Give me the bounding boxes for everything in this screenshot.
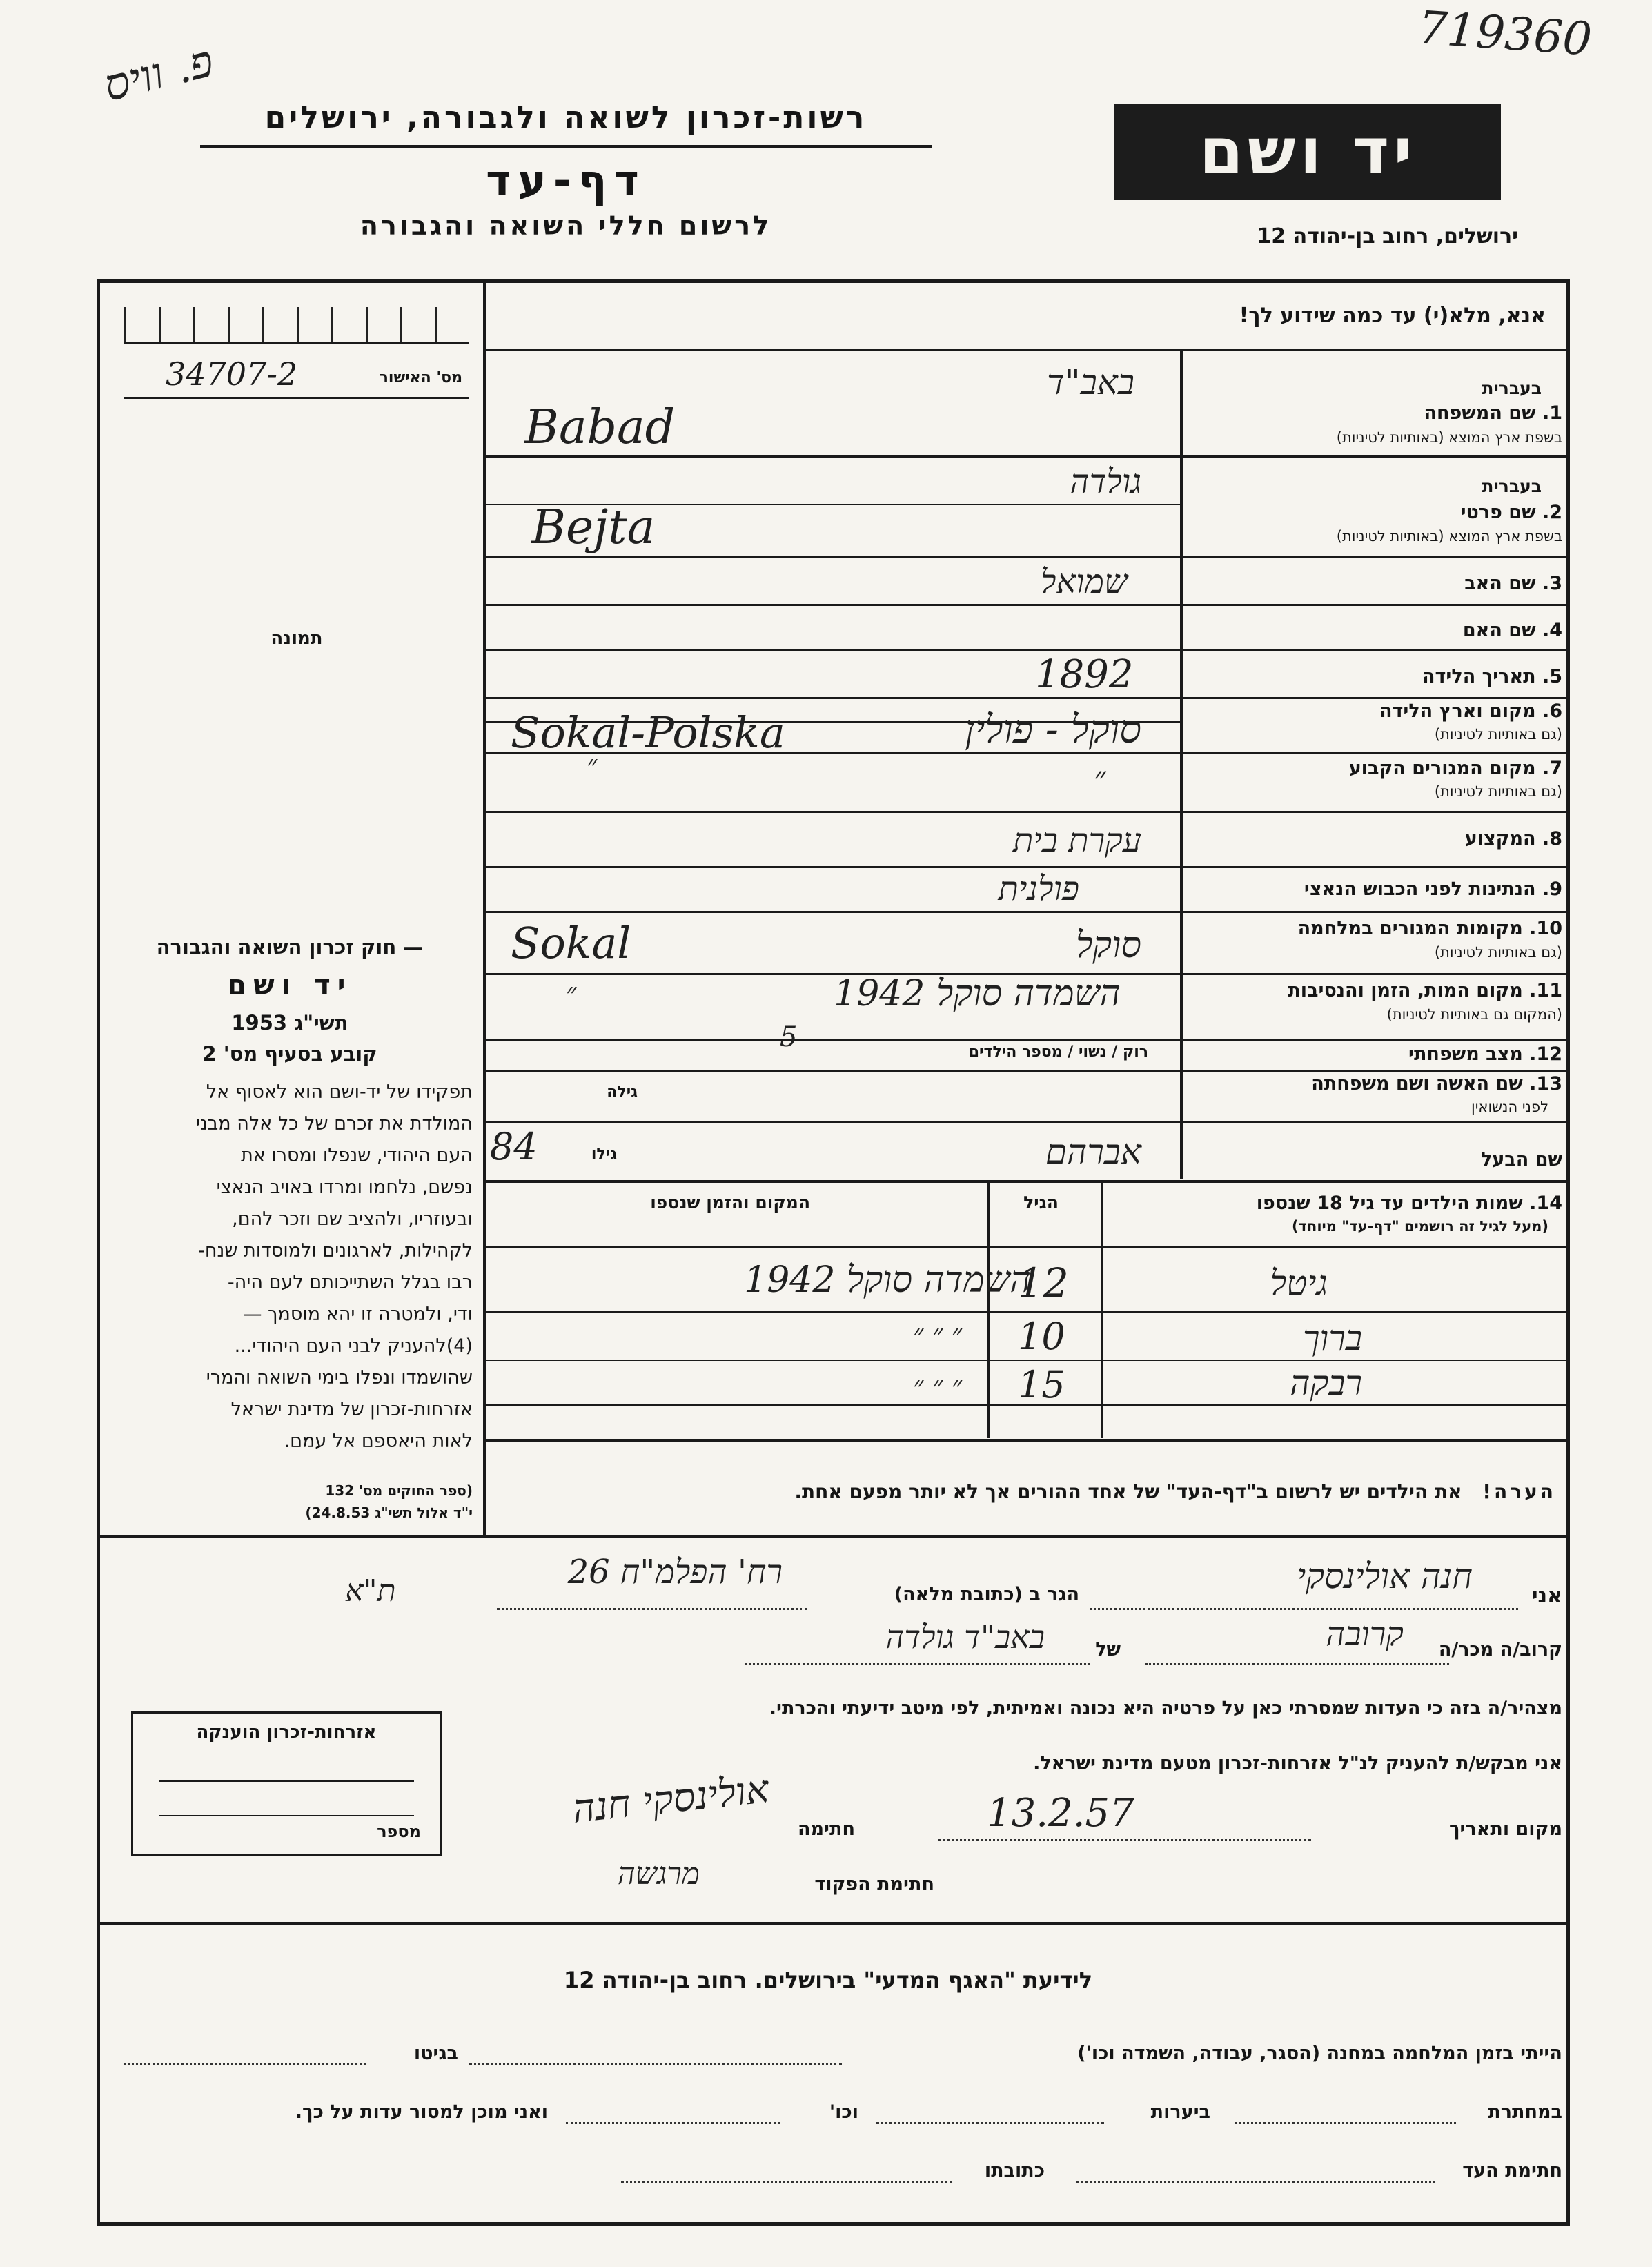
f5-label: 5. תאריך הלידה [1422, 666, 1562, 687]
law-line: ובעוזריו, ולהציב שם וזכר להם, [232, 1208, 473, 1230]
form-title: דף-עד [486, 155, 646, 206]
photo-label: תמונה [271, 628, 323, 649]
footer-line2-a: במחתרת [1488, 2101, 1562, 2123]
children-bottom-line [486, 1439, 1570, 1442]
f11-ditto: ״ [566, 977, 577, 1009]
f1-label: 1. שם המשפחה [1424, 402, 1562, 424]
husband-age-value: 84 [490, 1125, 538, 1168]
decl-request-text: אני מבקש/ת להעניק לנ"ל אזרחות-זכרון מטעם מדינת ישראל. [1033, 1753, 1562, 1774]
gazette-line-1: (ספר החוקים מס' 132 [325, 1482, 473, 1499]
child-name: ברוך [1302, 1318, 1362, 1358]
row-line [486, 1121, 1570, 1123]
note-text: את הילדים יש לרשום ב"דף-העד" של אחד ההורים אך לא יותר מפעם אחת. [794, 1480, 1462, 1503]
f7-sub: (גם באותיות לטיניות) [1434, 783, 1562, 800]
f4-label: 4. שם האם [1462, 620, 1562, 641]
law-title: — חוק זכרון השואה והגבורה [156, 935, 424, 959]
footer-line3-a: חתימת העד [1462, 2160, 1562, 2181]
footer-line1-b: בגיטו [413, 2043, 458, 2064]
f7-ditto-2: ״ [587, 749, 598, 781]
law-line: רבו בגלל השתייכותם לעם היה- [227, 1272, 473, 1293]
f13-label: 13. שם האשה ושם משפחתה [1311, 1073, 1562, 1095]
decl-declare-text: מצהיר/ה בזה כי העדות שמסרתי כאן על פרטיה היא נכונה ואמיתית, לפי מיטב ידיעתי והכרתי. [769, 1698, 1562, 1719]
law-line: לקהילות, לארגונים ולמוסדות שנח- [198, 1240, 473, 1262]
law-line: ודי, ולמטרה זו יהא מוסמך — [243, 1304, 473, 1325]
footer-line1-field [469, 2063, 842, 2065]
note-label: הערה! [1482, 1480, 1556, 1503]
authority-underline [200, 145, 932, 148]
intro-underline [486, 349, 1570, 351]
row-line [486, 697, 1570, 699]
child-age: 10 [1018, 1315, 1065, 1358]
footer-line2-field-3 [566, 2122, 780, 2124]
f11-value: השמדה סוקל 1942 [834, 973, 1121, 1014]
footer-line3-field-2 [621, 2181, 952, 2183]
f1-latin-value: Babad [524, 400, 676, 455]
husband-label: שם הבעל [1480, 1149, 1562, 1170]
decl-relative-label: קרוב/ה מכר/ה [1438, 1639, 1562, 1660]
child-age: 15 [1018, 1363, 1065, 1406]
row-line [486, 455, 1570, 458]
decl-relation-value: קרובה [1326, 1615, 1404, 1653]
decl-date-value: 13.2.57 [987, 1791, 1134, 1836]
law-line: לאות היאספם אל עמם. [284, 1431, 473, 1452]
row-line [486, 604, 1570, 606]
approval-underline [124, 397, 469, 399]
citizenship-line [159, 1815, 414, 1816]
f10-value-hebrew: סוקל [1075, 925, 1141, 966]
f1-latin-tag: בשפת ארץ המוצא (באותיות לטיניות) [1336, 429, 1562, 446]
footer-line2-field [1235, 2122, 1456, 2124]
decl-signature-value: אולינסקי חנה [569, 1767, 771, 1832]
yad-vashem-logo [1114, 104, 1501, 200]
approval-number: 34707-2 [166, 355, 298, 393]
decl-city-value: ת"א [345, 1573, 396, 1609]
gazette-line-2: י"ד אלול תשי"ג 24.8.53) [305, 1504, 473, 1521]
husband-age-label: גילו [591, 1146, 617, 1163]
intro-text: אנא, מלא(י) עד כמה שידוע לך! [1239, 304, 1546, 328]
decl-i-label: אני [1531, 1584, 1562, 1608]
f3-value: שמואל [1041, 562, 1128, 601]
logo-text: יד ושם [1199, 115, 1417, 188]
citizenship-title: אזרחות-זכרון הוענקה [196, 1722, 377, 1743]
approval-label: מס' האישור [379, 369, 462, 386]
child-name: רבקה [1290, 1363, 1362, 1403]
form-subtitle: לרשום חללי השואה והגבורה [360, 210, 772, 241]
footer-notice: לידיעת "האגף המדעי" בירושלים. רחוב בן-יהודה 12 [563, 1967, 1093, 1993]
row-line [486, 1180, 1570, 1183]
footer-top-line [97, 1922, 1570, 1925]
citizenship-number-label: מספר [377, 1822, 421, 1841]
footer-line1-field-2 [124, 2063, 366, 2065]
decl-name-line [1090, 1608, 1518, 1610]
f6-label: 6. מקום וארץ הלידה [1379, 700, 1562, 722]
f10-value-latin: Sokal [511, 918, 631, 968]
decl-of-value: באב"ד גולדה [885, 1618, 1045, 1656]
tick-marks [124, 307, 469, 342]
header-address: ירושלים, רחוב בן-יהודה 12 [1257, 224, 1518, 248]
decl-date-line [938, 1839, 1311, 1841]
f12-label: 12. מצב משפחתי [1408, 1043, 1562, 1065]
child-place-time: ״ ״ ״ [912, 1319, 962, 1351]
f8-value: עקרת בית [1013, 821, 1141, 860]
footer-line2-d: ואני מוכן למסור עדות על כך. [295, 2101, 548, 2123]
f8-label: 8. המקצוע [1464, 828, 1562, 850]
law-line: (4)להעניק לבני העם היהודי... [234, 1335, 473, 1357]
f12-options: רוק / נשוי / מספר הילדים [968, 1043, 1148, 1061]
f2-hebrew-value: גולדה [1070, 462, 1141, 501]
footer-line3-b: כתובתו [984, 2160, 1045, 2181]
decl-name-value: חנה אולינסקי [1297, 1556, 1473, 1596]
children-title: 14. שמות הילדים עד גיל 18 שנספו [1256, 1193, 1562, 1214]
law-year: תשי"ג 1953 [231, 1011, 348, 1034]
archive-number: 719360 [1416, 1, 1594, 66]
f1-hebrew-tag: בעברית [1482, 378, 1542, 398]
f13-age-label: גילה [607, 1083, 638, 1101]
authority-title: רשות-זכרון לשואה ולגבורה, ירושלים [264, 100, 867, 135]
law-line: נפשם, נלחמו ומרדו באויב הנאצי [216, 1177, 473, 1198]
row-line [486, 811, 1570, 813]
children-col-place: המקום והזמן שנספו [650, 1193, 810, 1213]
f6-value-hebrew: סוקל - פולין [965, 707, 1141, 752]
child-place-time: השמדה סוקל 1942 [744, 1259, 1031, 1301]
f7-ditto: ״ [1094, 759, 1106, 796]
decl-officer-label: חתימת הפקוד [814, 1874, 934, 1895]
footer-line2-c: וכו' [829, 2101, 858, 2123]
citizenship-line [159, 1780, 414, 1782]
f7-label: 7. מקום המגורים הקבוע [1348, 758, 1562, 779]
f5-value: 1892 [1035, 652, 1134, 697]
f2-latin-tag: בשפת ארץ המוצא (באותיות לטיניות) [1336, 528, 1562, 544]
row-line [486, 556, 1570, 558]
f9-label: 9. הנתינות לפני הכבוש הנאצי [1304, 879, 1562, 900]
child-place-time: ״ ״ ״ [912, 1371, 962, 1402]
sidebar-divider [483, 279, 486, 1535]
f9-value: פולנית [998, 870, 1079, 908]
f11-sub: (המקום גם באותיות לטיניות) [1386, 1006, 1562, 1023]
row-line [486, 1039, 1570, 1041]
row-line [486, 649, 1570, 651]
children-row-line [486, 1360, 1570, 1361]
note [486, 1480, 1556, 1503]
f10-label: 10. מקומות המגורים במלחמה [1297, 918, 1562, 939]
law-clause: קובע בסעיף מס' 2 [202, 1042, 377, 1066]
f2-latin-value: Bejta [531, 500, 656, 555]
law-line: תפקידו של יד-ושם הוא לאסוף אל [206, 1081, 473, 1103]
footer-line2-b: ביערות [1150, 2101, 1210, 2123]
f6-value-latin: Sokal-Polska [511, 707, 785, 758]
law-line: העם היהודי, שנפלו ומסרו את [241, 1145, 473, 1166]
decl-address-line [497, 1608, 807, 1610]
label-divider [1180, 351, 1183, 1179]
f2-hebrew-tag: בעברית [1482, 476, 1542, 496]
law-line: אזרחות-זכרון של מדינת ישראל [230, 1399, 473, 1420]
f1-hebrew-value: באב"ד [1046, 362, 1134, 402]
row-line [486, 1070, 1570, 1072]
f10-sub: (גם באותיות לטיניות) [1434, 944, 1562, 961]
footer-line1-a: הייתי בזמן המלחמה במחנה (הסגר, עבודה, השמדה וכו') [1077, 2043, 1562, 2064]
decl-residing-label: הגר ב (כתובת מלאה) [894, 1584, 1079, 1605]
law-name: יד ושם [227, 970, 353, 1001]
tick-baseline [124, 342, 469, 344]
law-line: שהושמדו ונפלו בימי השואה והמרי [206, 1367, 473, 1388]
decl-place-date-label: מקום ותאריך [1448, 1818, 1562, 1840]
decl-address-value: רח' הפלמ"ח 26 [567, 1553, 783, 1591]
approval-number-row [124, 355, 469, 397]
f12-children-count: 5 [780, 1021, 798, 1053]
f2-label: 2. שם פרטי [1460, 502, 1562, 523]
child-age: 12 [1018, 1259, 1069, 1306]
children-col-divider [987, 1183, 990, 1438]
children-header-line [486, 1246, 1570, 1248]
decl-signature-label: חתימה [797, 1818, 855, 1840]
law-line: המולדת את זכרם של כל אלה מבני [195, 1113, 473, 1135]
decl-relation-line [1145, 1663, 1449, 1665]
law-text [107, 1077, 473, 1458]
footer-line2-field-2 [876, 2122, 1104, 2124]
children-col-age: הגיל [1023, 1193, 1059, 1213]
decl-of-line [745, 1663, 1090, 1665]
row-line [486, 911, 1570, 913]
row-line [486, 866, 1570, 868]
f13-sub: לפני הנשואין [1471, 1099, 1548, 1115]
footer-line3-field [1076, 2181, 1435, 2183]
decl-officer-value: מרגשה [617, 1856, 700, 1892]
f3-label: 3. שם האב [1464, 573, 1562, 594]
decl-of-label: של [1095, 1639, 1121, 1660]
f6-sub: (גם באותיות לטיניות) [1434, 726, 1562, 743]
initials-handwritten: פ. וויס [99, 35, 219, 112]
children-row-line [486, 1311, 1570, 1313]
child-name: גיטל [1270, 1263, 1328, 1303]
note-bottom-line [97, 1535, 1570, 1538]
f11-label: 11. מקום המות, הזמן והנסיבות [1288, 980, 1562, 1001]
children-subtitle: (מעל לגיל זה רושמים "דף-עד" מיוחד) [1291, 1218, 1548, 1235]
husband-value: אברהם [1045, 1132, 1141, 1172]
children-col-divider [1101, 1183, 1103, 1438]
